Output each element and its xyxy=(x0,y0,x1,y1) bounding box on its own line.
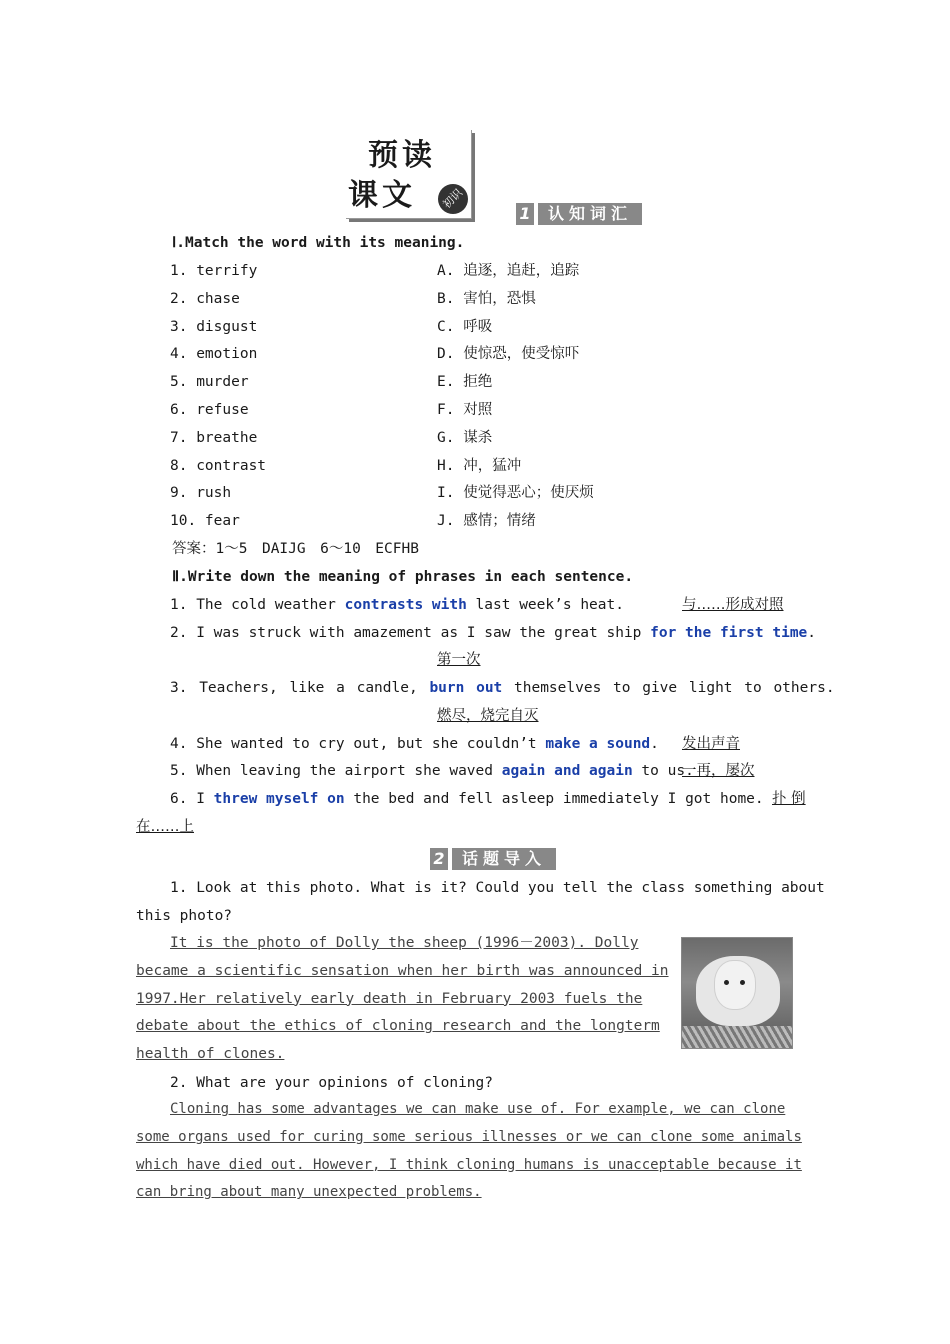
meaning-item: A. 追逐，追赶，追踪 xyxy=(437,263,580,279)
sentence-4: 4. She wanted to cry out, but she couldn’t make a sound. xyxy=(170,736,659,752)
sentence-6-answer-part2: 在……上 xyxy=(136,819,194,835)
topic-question-1: 1. Look at this photo. What is it? Could you tell the class something about xyxy=(170,880,825,896)
word-item: 4. emotion xyxy=(170,346,258,362)
sentence-2: 2. I was struck with amazement as I saw the great ship for the first time. xyxy=(170,625,817,641)
sentence-3: 3. Teachers, like a candle, burn out themselves to give light to others. xyxy=(170,680,835,696)
sentence-5: 5. When leaving the airport she waved again and again to us. xyxy=(170,763,694,779)
header-title-line1: 预读 xyxy=(368,138,436,173)
section-title: 话题导入 xyxy=(452,848,556,870)
word-item: 9. rush xyxy=(170,485,232,501)
sentence-6-answer-part1: 扑 倒 xyxy=(772,791,806,807)
phrase-highlight: make a sound xyxy=(545,736,651,752)
sentence-5-answer: 一再，屡次 xyxy=(682,763,755,779)
topic-question-1-cont: this photo? xyxy=(136,908,233,924)
word-item: 5. murder xyxy=(170,374,249,390)
topic-question-2: 2. What are your opinions of cloning? xyxy=(170,1075,494,1091)
answer-line: It is the photo of Dolly the sheep (1996－2003). Dolly xyxy=(170,935,639,951)
sentence-1: 1. The cold weather contrasts with last week’s heat. xyxy=(170,597,624,613)
section-number: 2 xyxy=(430,848,448,870)
meaning-item: E. 拒绝 xyxy=(437,374,493,390)
phrase-highlight: contrasts with xyxy=(344,597,467,613)
dolly-sheep-photo xyxy=(681,937,793,1049)
meaning-item: H. 冲，猛冲 xyxy=(437,458,522,474)
word-item: 10. fear xyxy=(170,513,240,529)
answer-line: health of clones. xyxy=(136,1046,285,1063)
answer-line: Cloning has some advantages we can make use of. For example, we can clone xyxy=(170,1101,786,1117)
section-title: 认知词汇 xyxy=(538,203,642,225)
word-item: 2. chase xyxy=(170,291,240,307)
meaning-item: I. 使觉得恶心；使厌烦 xyxy=(437,485,594,501)
header-tag-badge: 初识 xyxy=(432,178,474,220)
meaning-item: C. 呼吸 xyxy=(437,319,493,335)
sentence-3-answer: 燃尽，烧完自灭 xyxy=(437,708,539,724)
section-label-topic xyxy=(430,847,556,871)
phrase-highlight: threw myself on xyxy=(213,791,345,807)
part2-title: Ⅱ.Write down the meaning of phrases in each sentence. xyxy=(172,569,634,585)
word-item: 7. breathe xyxy=(170,430,258,446)
meaning-item: D. 使惊恐，使受惊吓 xyxy=(437,346,580,362)
sentence-4-answer: 发出声音 xyxy=(682,736,740,752)
word-item: 6. refuse xyxy=(170,402,249,418)
meaning-item: B. 害怕，恐惧 xyxy=(437,291,536,307)
answer-line: became a scientific sensation when her birth was announced in xyxy=(136,962,669,979)
meaning-item: F. 对照 xyxy=(437,402,493,418)
sentence-6: 6. I threw myself on the bed and fell asleep immediately I got home. xyxy=(170,791,764,807)
topic-answer-1 xyxy=(136,930,668,1069)
phrase-highlight: burn out xyxy=(429,680,503,696)
part1-title: Ⅰ.Match the word with its meaning. xyxy=(172,235,465,251)
answer-line: can bring about many unexpected problems. xyxy=(136,1184,482,1201)
section-label-vocab xyxy=(516,202,642,226)
phrase-highlight: for the first time xyxy=(650,625,808,641)
answer-line: 1997.Her relatively early death in February 2003 fuels the xyxy=(136,990,643,1007)
sentence-2-answer: 第一次 xyxy=(437,652,481,668)
meaning-item: J. 感情；情绪 xyxy=(437,513,536,529)
answer-key: 答案：1～5 DAIJG 6～10 ECFHB xyxy=(172,541,419,557)
word-item: 1. terrify xyxy=(170,263,258,279)
word-item: 3. disgust xyxy=(170,319,258,335)
answer-line: debate about the ethics of cloning research and the longterm xyxy=(136,1018,660,1035)
sentence-1-answer: 与……形成对照 xyxy=(682,597,784,613)
header-title-line2: 课文 xyxy=(348,178,416,213)
topic-answer-2 xyxy=(136,1096,816,1207)
answer-line: which have died out. However, I think cloning humans is unacceptable because it xyxy=(136,1156,802,1173)
preview-header-box xyxy=(346,130,472,219)
meaning-item: G. 谋杀 xyxy=(437,430,493,446)
word-item: 8. contrast xyxy=(170,458,267,474)
section-number: 1 xyxy=(516,203,534,225)
phrase-highlight: again and again xyxy=(501,763,633,779)
answer-line: some organs used for curing some serious illnesses or we can clone some animals xyxy=(136,1128,802,1145)
